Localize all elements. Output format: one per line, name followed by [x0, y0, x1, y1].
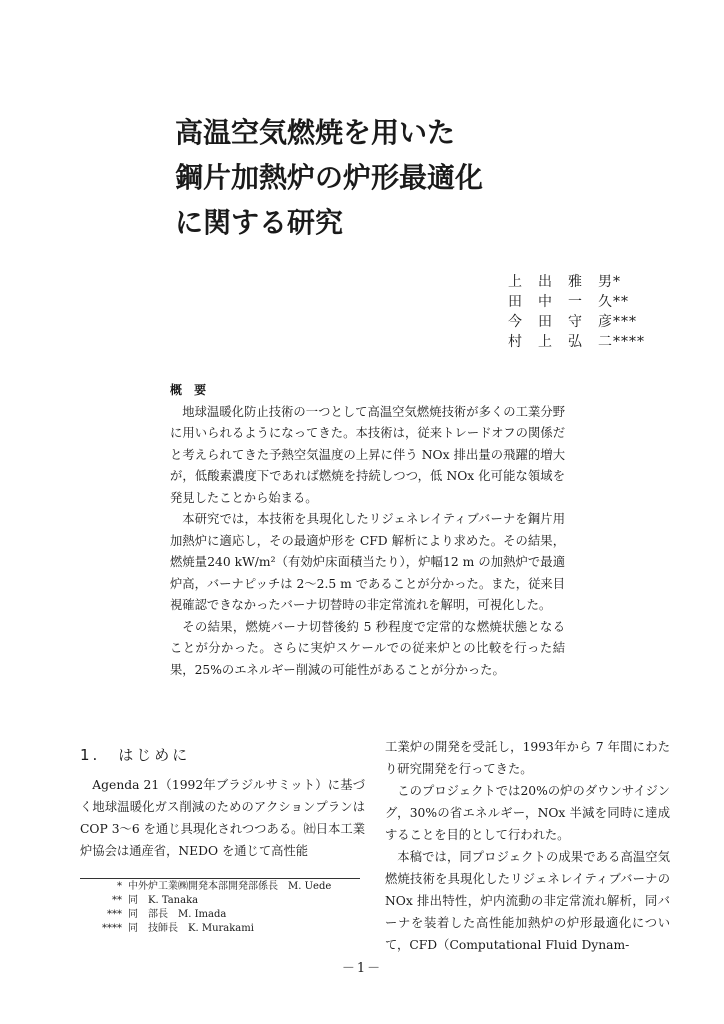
paper-title: [175, 110, 505, 245]
abstract: [170, 380, 565, 681]
abstract-heading: 概 要: [170, 383, 211, 397]
abstract-paragraph-3: その結果，燃焼バーナ切替後約 5 秒程度で定常的な燃焼状態となることが分かった。さらに実炉スケールでの従来炉との比較を行った結果，25%のエネルギー削減の可能性があることが分かった。: [170, 619, 565, 677]
footnote: *** 同 部長 M. Imada: [107, 909, 227, 920]
footnote: * 中外炉工業㈱開発本部開発部係長 M. Uede: [117, 881, 332, 892]
intro-paragraph: Agenda 21（1992年ブラジルサミット）に基づく地球温暖化ガス削減のためのアクションプランは COP 3～6 を通じ具現化されつつある。㈳日本工業炉協会は通産省，NEDO を通じて高性能: [80, 778, 365, 858]
footnote: **** 同 技師長 K. Murakami: [102, 923, 254, 934]
title-line-2: 鋼片加熱炉の炉形最適化: [175, 161, 484, 194]
section-heading: 1. はじめに: [80, 746, 191, 764]
footnotes: [80, 880, 370, 936]
body-paragraph-2: このプロジェクトでは20%の炉のダウンサイジング，30%の省エネルギー，NOx 半減を同時に達成することを目的として行われた。: [385, 784, 670, 842]
left-column: [80, 740, 365, 862]
author-2: 田 中 一 久**: [508, 294, 629, 310]
author-1: 上 出 雅 男*: [508, 274, 621, 290]
abstract-paragraph-1: 地球温暖化防止技術の一つとして高温空気燃焼技術が多くの工業分野に用いられるようになってきた。本技術は，従来トレードオフの関係だと考えられてきた予熱空気温度の上昇に伴う NOx 排出量の飛躍的増大が，低酸素濃度下であれば燃焼を持続しつつ，低 NOx 化可能な領域を発見したことから始まる。: [170, 404, 565, 505]
body-paragraph-1: 工業炉の開発を受託し，1993年から 7 年間にわたり研究開発を行ってきた。: [385, 740, 670, 776]
abstract-paragraph-2: 本研究では，本技術を具現化したリジェネレイティブバーナを鋼片用加熱炉に適応し，その最適炉形を CFD 解析により求めた。その結果，燃焼量240 kW/m²（有効炉床面積当たり），炉幅12 m の加熱炉で最適炉高，バーナピッチは 2～2.5 m であることが分かった。また，従来目視確認できなかったバーナ切替時の非定常流れを解明，可視化した。: [170, 512, 565, 612]
author-3: 今 田 守 彦***: [508, 314, 637, 330]
author-list: [508, 272, 668, 352]
title-line-3: に関する研究: [175, 206, 344, 239]
footnote: ** 同 K. Tanaka: [112, 895, 199, 906]
page-number: －1－: [341, 961, 383, 976]
title-line-1: 高温空気燃焼を用いた: [175, 116, 456, 149]
author-4: 村 上 弘 二****: [508, 334, 645, 350]
body-paragraph-3: 本稿では，同プロジェクトの成果である高温空気燃焼技術を具現化したリジェネレイティブバーナの NOx 排出特性，炉内流動の非定常流れ解析，同バーナを装着した高性能加熱炉の炉形最適化について，CFD（Computational Fluid Dynam-: [385, 850, 670, 952]
footnote-divider: [80, 878, 360, 879]
right-column: [385, 736, 670, 956]
